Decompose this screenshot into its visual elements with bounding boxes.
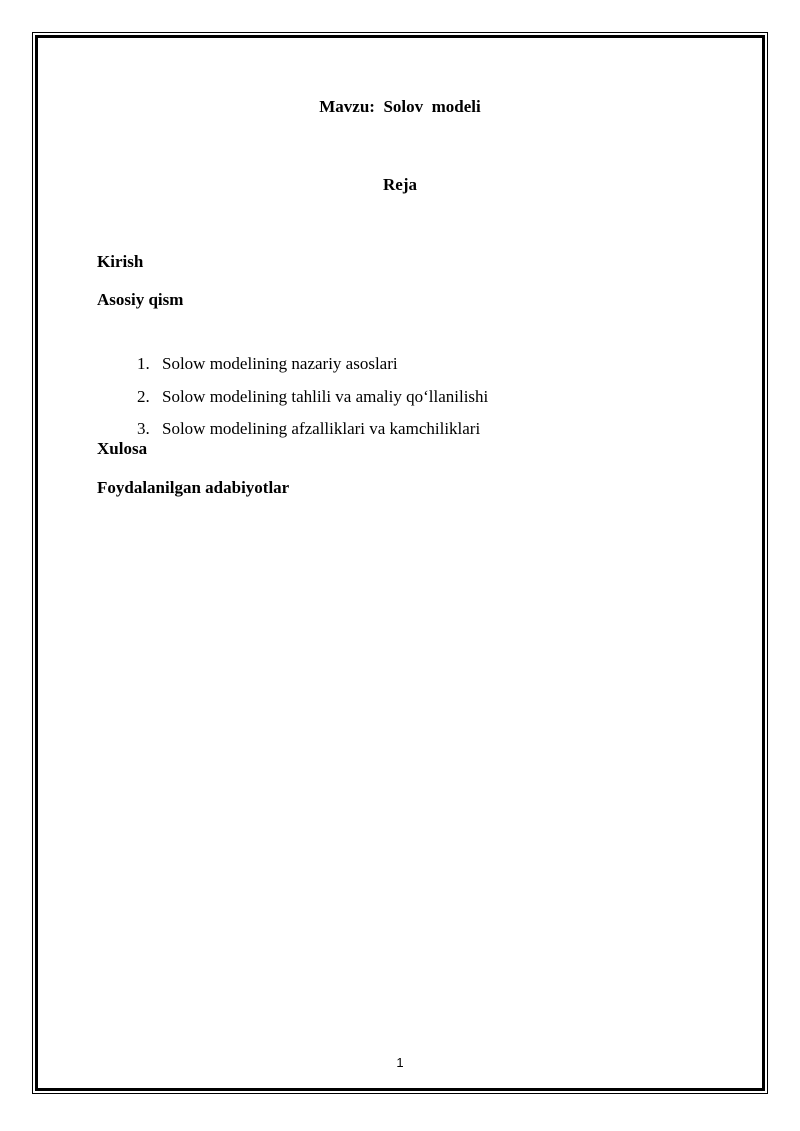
document-title: Mavzu: Solov modeli bbox=[319, 97, 481, 116]
main-items-list bbox=[120, 328, 489, 438]
section-intro: Kirish bbox=[97, 252, 144, 271]
list-item-number: 1. bbox=[137, 354, 150, 373]
plan-heading: Reja bbox=[383, 175, 417, 194]
list-item-text: Solow modelining nazariy asoslari bbox=[162, 354, 398, 373]
section-conclusion: Xulosa bbox=[97, 439, 148, 458]
list-item-text: Solow modelining tahlili va amaliy qo‘llanilishi bbox=[162, 386, 489, 406]
section-references: Foydalanilgan adabiyotlar bbox=[97, 478, 290, 497]
section-main: Asosiy qism bbox=[97, 290, 184, 309]
list-item bbox=[120, 328, 488, 373]
list-item-text: Solow modelining afzalliklari va kamchiliklari bbox=[162, 419, 481, 438]
page-number: 1 bbox=[396, 1055, 404, 1070]
list-item-number: 3. bbox=[137, 419, 150, 438]
list-item-number: 2. bbox=[137, 386, 150, 406]
